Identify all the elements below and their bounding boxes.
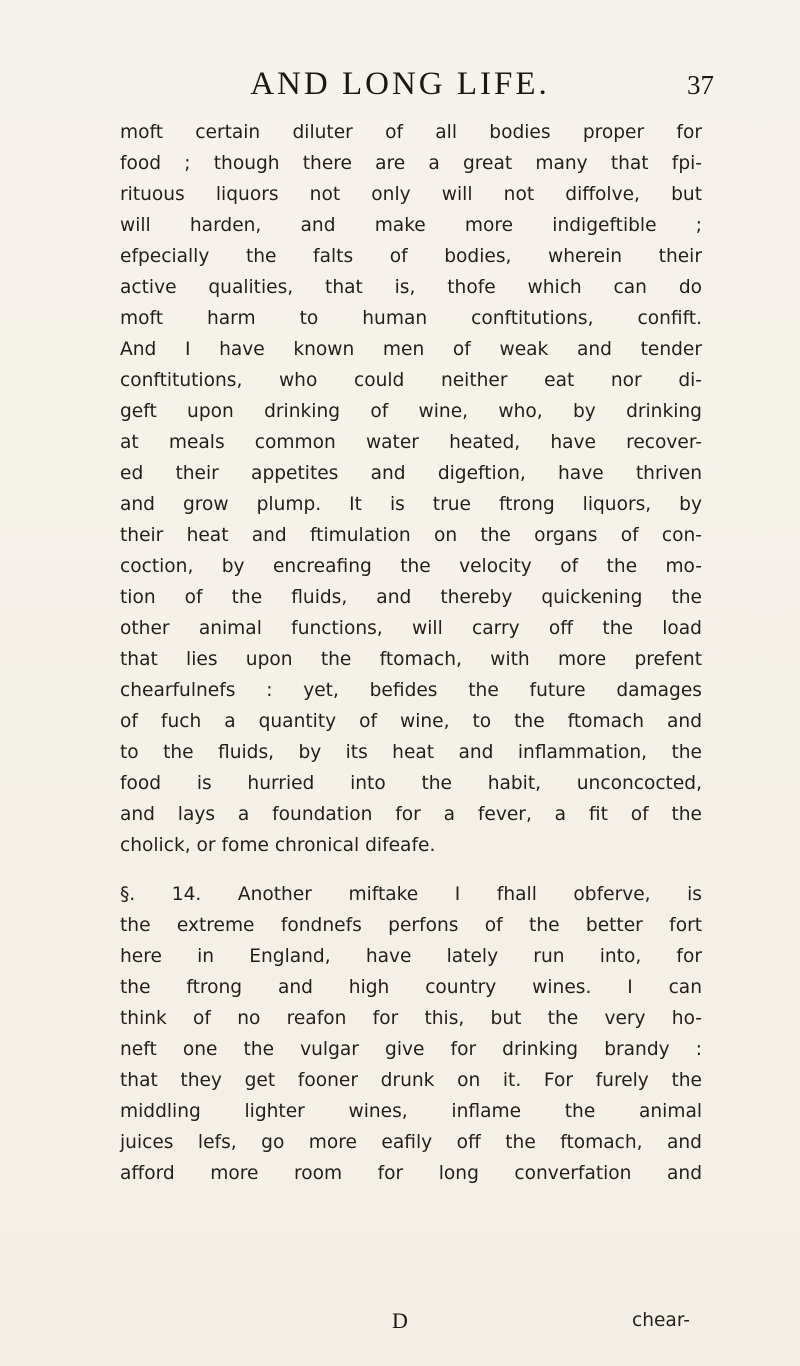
text-line: and grow plump. It is true ftrong liquors, by	[120, 494, 702, 515]
text-line: rituous liquors not only will not diffolve, but	[120, 184, 702, 205]
text-line: at meals common water heated, have recover-	[120, 432, 702, 453]
text-line: and lays a foundation for a fever, a fit of the	[120, 804, 702, 825]
paragraph-1	[120, 117, 702, 861]
text-line: that lies upon the ftomach, with more prefent	[120, 649, 702, 670]
text-line: think of no reafon for this, but the very ho-	[120, 1008, 702, 1029]
text-line: food is hurried into the habit, unconcocted,	[120, 773, 702, 794]
signature-mark: D	[392, 1308, 408, 1333]
text-line: other animal functions, will carry off the load	[120, 618, 702, 639]
text-line: their heat and ftimulation on the organs of con-	[120, 525, 702, 546]
text-line: the ftrong and high country wines. I can	[120, 977, 702, 998]
text-line: juices lefs, go more eafily off the ftomach, and	[120, 1132, 702, 1153]
text-line: conftitutions, who could neither eat nor di-	[120, 370, 702, 391]
text-line: geft upon drinking of wine, who, by drinking	[120, 401, 702, 422]
text-line: here in England, have lately run into, for	[120, 946, 702, 967]
text-line: chearfulnefs : yet, befides the future damages	[120, 680, 702, 701]
text-line: ed their appetites and digeftion, have thriven	[120, 463, 702, 484]
text-line: tion of the fluids, and thereby quickening the	[120, 587, 702, 608]
body-text	[120, 117, 702, 1189]
catchword: chear-	[631, 1310, 690, 1331]
running-head	[0, 60, 800, 100]
text-line: afford more room for long converfation and	[120, 1163, 702, 1184]
paragraph-2	[120, 879, 702, 1189]
text-line: the extreme fondnefs perfons of the better fort	[120, 915, 702, 936]
catchline	[120, 1308, 702, 1339]
text-line: §. 14. Another miftake I fhall obferve, is	[120, 884, 702, 905]
paragraph-gap	[120, 861, 702, 879]
text-line: moft harm to human conftitutions, confift.	[120, 308, 702, 329]
text-line: middling lighter wines, inflame the animal	[120, 1101, 702, 1122]
text-line: neft one the vulgar give for drinking brandy :	[120, 1039, 702, 1060]
text-line: that they get fooner drunk on it. For furely the	[120, 1070, 702, 1091]
text-line: of fuch a quantity of wine, to the ftomach and	[120, 711, 702, 732]
text-line: active qualities, that is, thofe which can do	[120, 277, 702, 298]
page-number: 37	[687, 70, 714, 100]
text-line: food ; though there are a great many that fpi-	[120, 153, 702, 174]
text-line: to the fluids, by its heat and inflammation, the	[120, 742, 702, 763]
text-line: And I have known men of weak and tender	[120, 339, 702, 360]
text-line: will harden, and make more indigeftible ;	[120, 215, 702, 236]
text-line: cholick, or fome chronical difeafe.	[120, 835, 436, 856]
text-line: efpecially the falts of bodies, wherein their	[120, 246, 702, 267]
text-line: moft certain diluter of all bodies proper for	[120, 122, 702, 143]
running-title: AND LONG LIFE.	[250, 66, 550, 102]
text-line: coction, by encreafing the velocity of the mo-	[120, 556, 702, 577]
